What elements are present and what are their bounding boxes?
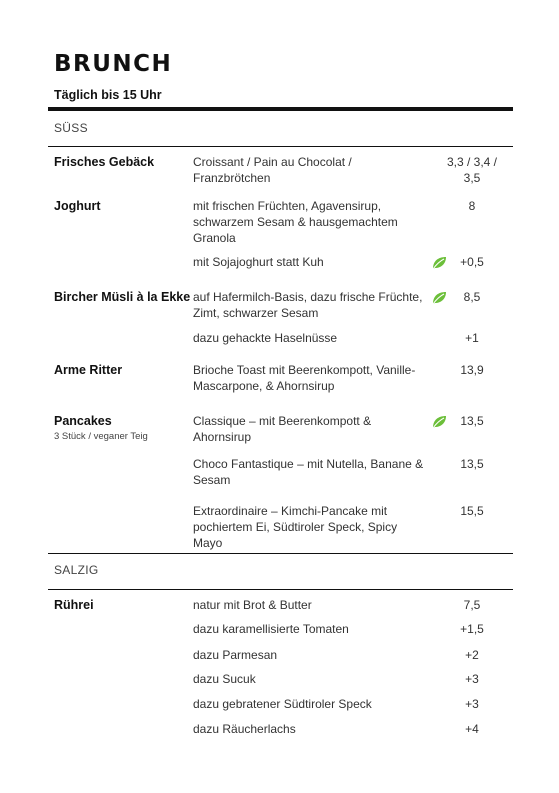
variant-price: 15,5 xyxy=(460,504,484,518)
option-price: +0,5 xyxy=(460,255,484,269)
variant-price: 13,5 xyxy=(460,457,484,471)
section-label-savory: SALZIG xyxy=(54,563,99,577)
option-description: dazu karamellisierte Tomaten xyxy=(193,622,349,636)
item-description: auf Hafermilch-Basis, dazu frische Früchte, Zimt, schwarzer Sesam xyxy=(193,290,423,320)
option-description: mit Sojajoghurt statt Kuh xyxy=(193,255,324,269)
option-price: +4 xyxy=(465,722,479,736)
variant-description: Extraordinaire – Kimchi-Pancake mit pochiertem Ei, Südtiroler Speck, Spicy Mayo xyxy=(193,504,398,550)
option-price: 7,5 xyxy=(463,598,481,612)
item-name: Arme Ritter xyxy=(54,363,123,377)
section-label-sweet: SÜSS xyxy=(54,121,88,135)
option-price: +1,5 xyxy=(460,622,484,636)
option-price: +2 xyxy=(465,648,479,662)
item-price: 13,5 xyxy=(460,414,484,428)
item-price: 8,5 xyxy=(463,290,481,304)
item-description: Classique – mit Beerenkompott & Ahornsirup xyxy=(193,414,372,444)
section-divider xyxy=(48,553,513,554)
item-name: Pancakes xyxy=(54,414,112,428)
option-price: +3 xyxy=(465,672,479,686)
item-price: 3,3 / 3,4 / 3,5 xyxy=(446,155,498,185)
section-divider xyxy=(48,589,513,590)
page-subtitle: Täglich bis 15 Uhr xyxy=(54,88,162,102)
page-title: BRUNCH xyxy=(54,51,173,77)
item-name: Bircher Müsli à la Ekke xyxy=(54,290,191,304)
item-name: Frisches Gebäck xyxy=(54,155,155,169)
option-price: +3 xyxy=(465,697,479,711)
option-description: dazu gebratener Südtiroler Speck xyxy=(193,697,372,711)
option-description: dazu Parmesan xyxy=(193,648,278,662)
item-price: 13,9 xyxy=(460,363,484,377)
option-description: dazu Sucuk xyxy=(193,672,256,686)
option-price: +1 xyxy=(465,331,479,345)
variant-description: Choco Fantastique – mit Nutella, Banane & Sesam xyxy=(193,457,424,487)
option-description: dazu gehackte Haselnüsse xyxy=(193,331,338,345)
option-description: natur mit Brot & Butter xyxy=(193,598,312,612)
header-divider xyxy=(48,107,513,111)
item-description: Croissant / Pain au Chocolat / Franzbrötchen xyxy=(193,155,352,185)
item-name: Rührei xyxy=(54,598,94,612)
item-price: 8 xyxy=(468,199,476,213)
section-divider xyxy=(48,146,513,147)
item-description: Brioche Toast mit Beerenkompott, Vanille-Mascarpone, & Ahornsirup xyxy=(193,363,416,393)
item-description: mit frischen Früchten, Agavensirup, schwarzem Sesam & hausgemachtem Granola xyxy=(193,199,398,245)
item-name: Joghurt xyxy=(54,199,101,213)
item-subtitle: 3 Stück / veganer Teig xyxy=(54,431,148,442)
option-description: dazu Räucherlachs xyxy=(193,722,296,736)
